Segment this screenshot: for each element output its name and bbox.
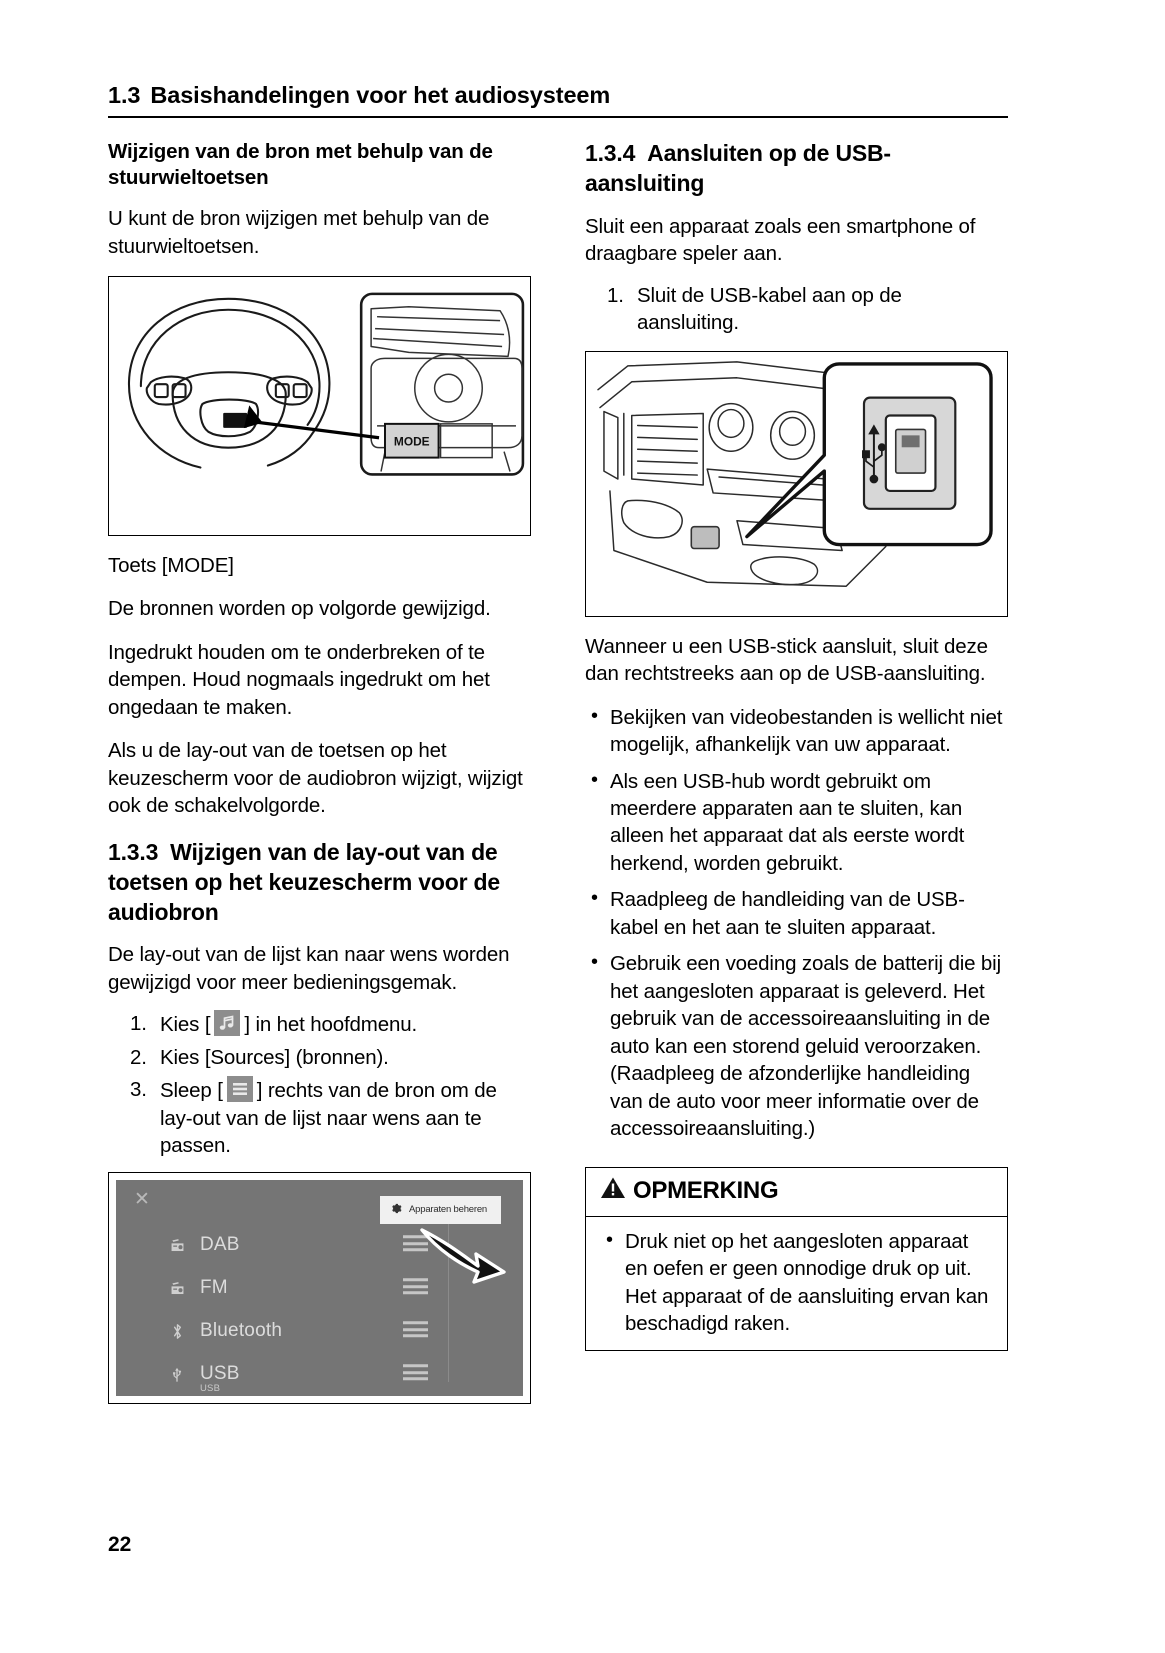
- bullet-text: Als een USB-hub wordt gebruikt om meerdere apparaten aan te sluiten, kan alleen het apparaat dat als eerste wordt herkend, worden gebruikt.: [610, 769, 965, 875]
- left-paragraph-3: Als u de lay-out van de toetsen op het keuzescherm voor de audiobron wijzigt, wijzigt ook de schakelvolgorde.: [108, 739, 523, 818]
- chapter-number: 1.3: [108, 82, 141, 108]
- usb-steps-list: [585, 282, 1008, 337]
- step-marker: 1.: [130, 1012, 147, 1036]
- figure-source-list-screen: [108, 1172, 531, 1404]
- source-label: Bluetooth: [200, 1320, 283, 1342]
- list-item: [585, 886, 1008, 941]
- step-text-before: Sleep [: [160, 1079, 223, 1103]
- notice-body: [586, 1217, 1007, 1350]
- usb-icon: [164, 1366, 190, 1383]
- bullet-text: Gebruik een voeding zoals de batterij die bij het aangesloten apparaat is geleverd. Het gebruik van de accessoireaansluiting in de auto kan een storend geluid veroorzaken. (Raadpleeg de afzonderlijke handleiding van de auto voor meer informatie over de accessoireaansluiting.): [610, 952, 1001, 1141]
- list-item: [585, 950, 1008, 1142]
- source-label: DAB: [200, 1234, 240, 1256]
- section-1-3-4-heading: [585, 139, 1008, 199]
- radio-icon: [164, 1281, 190, 1296]
- left-column: [108, 139, 531, 1404]
- bullet-icon: •: [591, 887, 598, 910]
- mode-key-label: MODE: [393, 434, 430, 449]
- step-marker: 1.: [607, 283, 624, 307]
- source-label: USB: [200, 1363, 240, 1385]
- bullet-text: Bekijken van videobestanden is wellicht niet mogelijk, afhankelijk van uw apparaat.: [610, 705, 1003, 757]
- notice-header: [586, 1168, 1007, 1217]
- source-sublabel: USB: [200, 1382, 221, 1394]
- step-text: Sluit de USB-kabel aan op de aansluiting.: [637, 283, 902, 335]
- step-marker: 2.: [130, 1045, 147, 1069]
- bullet-icon: •: [591, 951, 598, 974]
- list-item: [108, 1010, 531, 1038]
- gear-icon: [391, 1203, 402, 1217]
- list-item: [108, 1044, 531, 1071]
- page-number: 22: [108, 1533, 132, 1556]
- notice-title-label: OPMERKING: [633, 1177, 779, 1205]
- layout-steps-list: [108, 1010, 531, 1159]
- left-paragraph-1: De bronnen worden op volgorde gewijzigd.: [108, 597, 491, 621]
- bluetooth-icon: [164, 1323, 190, 1340]
- chapter-title: Basishandelingen voor het audiosysteem: [150, 82, 611, 108]
- figure-usb-port-location: [585, 351, 1008, 617]
- bullet-icon: •: [606, 1228, 613, 1251]
- steering-wheel-illustration: [109, 277, 530, 535]
- section-1-3-3-heading: [108, 838, 531, 928]
- right-intro-paragraph: Sluit een apparaat zoals een smartphone of draagbare speler aan.: [585, 214, 976, 266]
- list-handle-icon[interactable]: [403, 1364, 428, 1384]
- step-text-before: Kies [: [160, 1013, 211, 1037]
- list-item: [585, 768, 1008, 878]
- left-intro-paragraph: U kunt de bron wijzigen met behulp van de stuurwieltoetsen.: [108, 207, 490, 258]
- radio-icon: [164, 1238, 190, 1253]
- manage-devices-button[interactable]: [380, 1196, 501, 1224]
- warning-triangle-icon: [600, 1176, 626, 1207]
- section-1-3-4-title: Aansluiten op de USB-aansluiting: [585, 140, 891, 196]
- chapter-header: [108, 82, 1008, 118]
- list-item[interactable]: [116, 1310, 523, 1353]
- right-column: [585, 139, 1008, 1404]
- step-text-after: ] rechts van de bron om de lay-out van de lijst naar wens aan te passen.: [160, 1079, 497, 1158]
- page-content: [108, 82, 1008, 1562]
- list-item[interactable]: [116, 1353, 523, 1396]
- source-label: FM: [200, 1277, 228, 1299]
- notice-box: [585, 1167, 1008, 1351]
- step-marker: 3.: [130, 1078, 147, 1102]
- mode-key-caption: Toets [MODE]: [108, 554, 234, 577]
- right-paragraph-1: Wanneer u een USB-stick aansluit, sluit deze dan rechtstreeks aan op de USB-aansluiting.: [585, 634, 988, 686]
- bullet-icon: •: [591, 704, 598, 727]
- drag-arrow-icon: [416, 1226, 523, 1296]
- section-1-3-3-number: 1.3.3: [108, 838, 159, 865]
- music-note-icon: [214, 1010, 240, 1036]
- usb-notes-list: [585, 704, 1008, 1143]
- manage-devices-label: Apparaten beheren: [409, 1204, 487, 1216]
- notice-list: [600, 1228, 993, 1338]
- usb-port-illustration: [586, 352, 1007, 616]
- two-column-layout: [108, 139, 1008, 1404]
- list-handle-icon[interactable]: [403, 1321, 428, 1341]
- section-1-3-4-number: 1.3.4: [585, 140, 636, 166]
- section-1-3-3-title: Wijzigen van de lay-out van de toetsen op het keuzescherm voor de audiobron: [108, 838, 500, 925]
- head-unit-screen: [116, 1180, 523, 1396]
- list-item: [585, 282, 1008, 337]
- close-icon[interactable]: ✕: [134, 1187, 150, 1210]
- figure-steering-wheel-controls: [108, 276, 531, 536]
- bullet-text: Raadpleeg de handleiding van de USB-kabel en het aan te sluiten apparaat.: [610, 888, 965, 939]
- list-handle-icon: [227, 1076, 253, 1102]
- left-paragraph-4: De lay-out van de lijst kan naar wens worden gewijzigd voor meer bedieningsgemak.: [108, 943, 510, 994]
- mode-key: [385, 424, 492, 458]
- step-text-after: ] in het hoofdmenu.: [244, 1013, 418, 1037]
- step-text: Kies [Sources] (bronnen).: [160, 1045, 389, 1069]
- bullet-icon: •: [591, 768, 598, 791]
- bullet-text: Druk niet op het aangesloten apparaat en oefen er geen onnodige druk op uit. Het apparaat of de aansluiting ervan kan beschadigd raken.: [625, 1229, 989, 1336]
- list-item: [600, 1228, 993, 1338]
- list-item: [108, 1076, 531, 1159]
- left-subheading: Wijzigen van de bron met behulp van de stuurwieltoetsen: [108, 140, 493, 190]
- list-item: [585, 704, 1008, 759]
- left-paragraph-2: Ingedrukt houden om te onderbreken of te dempen. Houd nogmaals ingedrukt om het ongedaan te maken.: [108, 640, 490, 719]
